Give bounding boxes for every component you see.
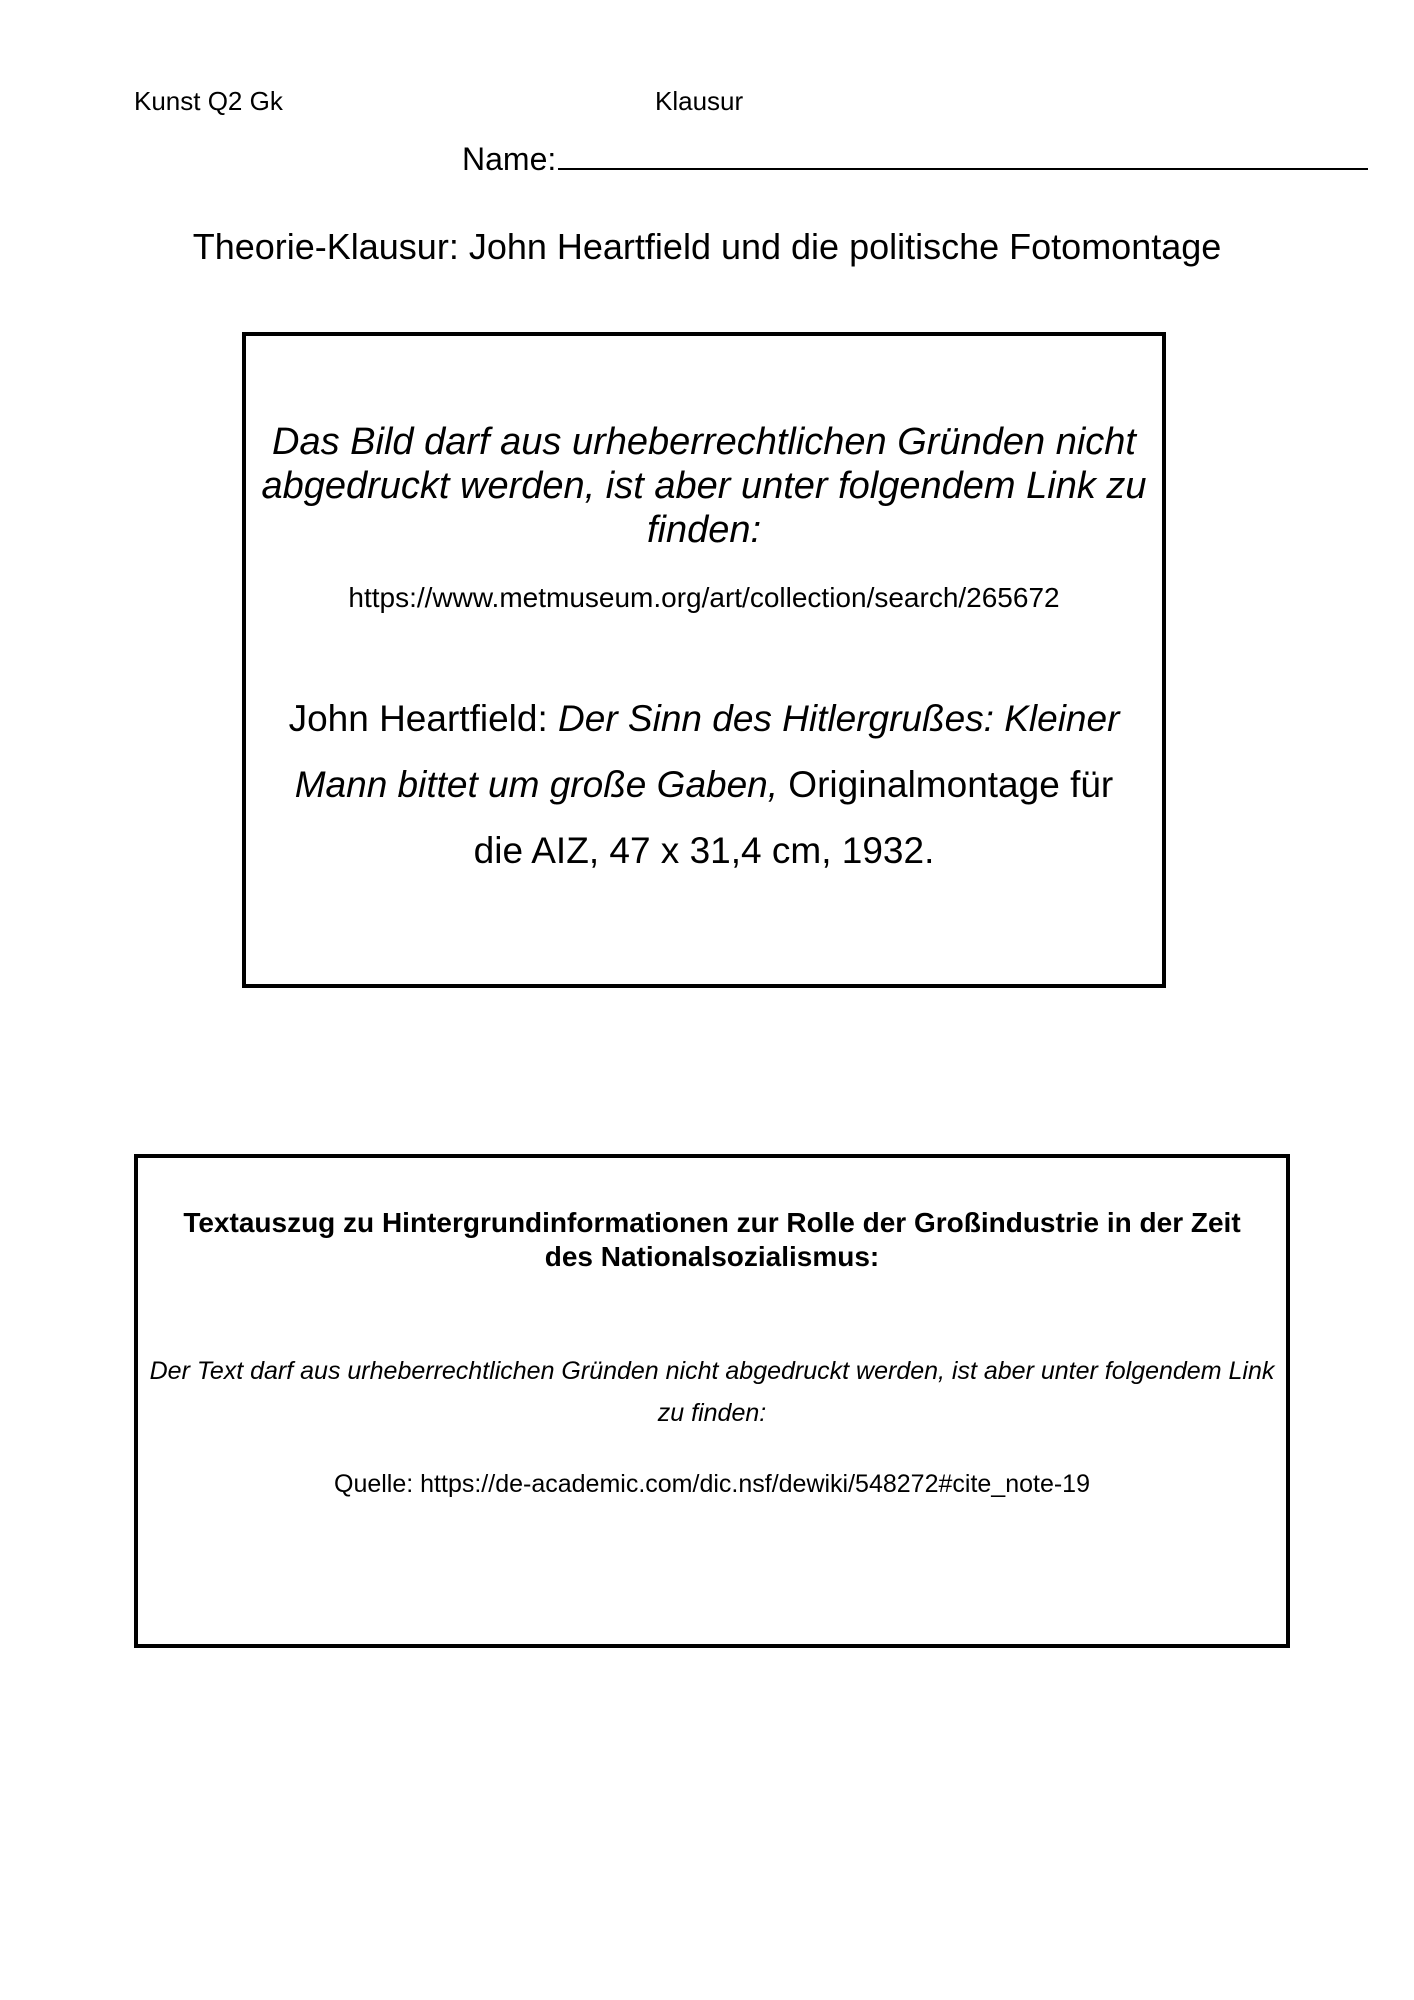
exam-type-label: Klausur bbox=[655, 86, 744, 116]
image-placeholder-box bbox=[242, 332, 1166, 988]
name-field bbox=[462, 138, 1368, 178]
name-blank-line bbox=[558, 138, 1368, 170]
text-excerpt-box bbox=[134, 1154, 1290, 1648]
image-copyright-notice: Das Bild darf aus urheberrechtlichen Gründen nicht abgedruckt werden, ist aber unter folgendem Link zu finden: bbox=[261, 421, 1147, 551]
caption-work-title: Der Sinn des Hitlergrußes: Kleiner Mann bittet um große Gaben, bbox=[294, 698, 1120, 805]
caption-artist: John Heartfield: bbox=[288, 698, 559, 739]
image-caption bbox=[266, 686, 1142, 884]
source-link: Quelle: https://de-academic.com/dic.nsf/dewiki/548272#cite_note-19 bbox=[334, 1470, 1090, 1498]
name-label: Name: bbox=[462, 141, 557, 177]
page-title: Theorie-Klausur: John Heartfield und die politische Fotomontage bbox=[192, 226, 1222, 267]
course-label: Kunst Q2 Gk bbox=[134, 86, 283, 116]
caption-details: Originalmontage für die AIZ, 47 x 31,4 cm, 1932. bbox=[473, 764, 1114, 871]
image-link: https://www.metmuseum.org/art/collection/search/265672 bbox=[348, 582, 1060, 613]
text-copyright-notice: Der Text darf aus urheberrechtlichen Gründen nicht abgedruckt werden, ist aber unter folgendem Link zu finden: bbox=[149, 1357, 1275, 1427]
excerpt-heading: Textauszug zu Hintergrundinformationen zur Rolle der Großindustrie in der Zeit des Nationalsozialismus: bbox=[183, 1207, 1241, 1272]
